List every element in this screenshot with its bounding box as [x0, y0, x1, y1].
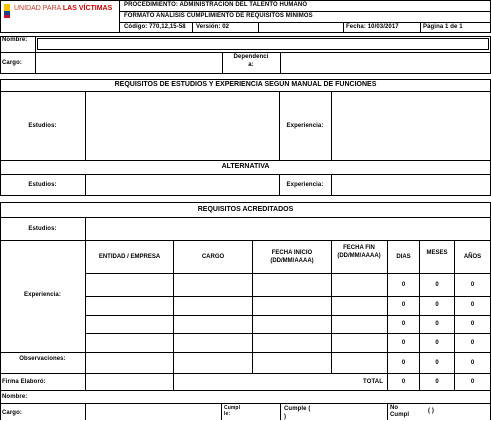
entidad-cell[interactable] [86, 297, 173, 315]
section-requisitos-acreditados-title: REQUISITOS ACREDITADOS [197, 206, 294, 213]
fecha-fin-cell[interactable] [332, 274, 387, 295]
bottom-cargo-field[interactable] [86, 404, 221, 420]
entidad-cell[interactable] [86, 274, 173, 295]
col-fecha-inicio-header: FECHA INICIO (DD/MM/AAAA) [270, 250, 314, 264]
cargo-cell[interactable] [174, 274, 252, 295]
fecha-inicio-cell[interactable] [253, 316, 331, 333]
anos-value: 0 [470, 302, 475, 308]
procedimiento-text: PROCEDIMIENTO: ADMINISTRACIÓN DEL TALENTO HUMANO [124, 2, 308, 8]
acreditados-experiencia-label: Experiencia: [24, 292, 61, 298]
cumple-label: Cumpl le: [224, 405, 241, 417]
entidad-cell[interactable] [86, 334, 173, 352]
nombre-field[interactable] [37, 38, 489, 50]
anos-value: 0 [470, 282, 475, 288]
cargo-label: Cargo: [2, 60, 22, 66]
dias-value: 0 [401, 302, 406, 308]
fecha-text: Fecha: 10/03/2017 [346, 24, 399, 30]
firma-elaboro-label: Firma Elaboró: [2, 379, 46, 385]
anos-value: 0 [470, 360, 475, 366]
dias-value: 0 [401, 340, 406, 346]
acreditados-estudios-label: Estudios: [28, 226, 57, 232]
no-cumple-checkbox[interactable]: ( ) [428, 408, 434, 414]
nombre-label: Nombre: [2, 37, 28, 43]
dias-value: 0 [401, 282, 406, 288]
col-anos-header: AÑOS [463, 254, 482, 260]
meses-value: 0 [435, 282, 439, 288]
observaciones-field[interactable] [86, 353, 387, 373]
fecha-fin-cell[interactable] [332, 316, 387, 333]
total-dias-value: 0 [401, 379, 406, 385]
anos-value: 0 [470, 340, 475, 346]
fecha-inicio-cell[interactable] [253, 334, 331, 352]
firma-elaboro-field[interactable] [86, 374, 173, 391]
meses-value: 0 [435, 321, 439, 327]
colombia-flag-icon [4, 4, 10, 18]
total-anos-value: 0 [470, 379, 475, 385]
dias-value: 0 [401, 360, 406, 366]
meses-value: 0 [435, 302, 439, 308]
formato-title: FORMATO ANÁLISIS CUMPLIMIENTO DE REQUISITOS MÍNIMOS [124, 13, 313, 19]
experiencia-label: Experiencia: [286, 123, 324, 129]
cumple-checkbox[interactable]: Cumple ( ) [284, 406, 311, 420]
codigo-text: Código: 770,12,15-58 [124, 24, 186, 30]
dias-value: 0 [401, 321, 406, 327]
dependencia-field[interactable] [281, 53, 490, 73]
fecha-inicio-cell[interactable] [253, 274, 331, 295]
cargo-field[interactable] [36, 53, 222, 73]
bottom-nombre-field[interactable] [86, 392, 490, 403]
col-cargo-header: CARGO [201, 254, 225, 260]
alternativa-estudios-label: Estudios: [28, 182, 57, 188]
alternativa-experiencia-field[interactable] [332, 175, 490, 194]
cargo-cell[interactable] [174, 316, 252, 333]
meses-value: 0 [435, 360, 439, 366]
no-cumple-label: No Cumpl [390, 405, 410, 418]
estudios-label: Estudios: [28, 123, 57, 129]
pagina-text: Página 1 de 1 [423, 24, 463, 30]
col-meses-header: MESES [426, 250, 448, 256]
experiencia-field[interactable] [332, 92, 490, 160]
col-dias-header: DIAS [396, 254, 411, 260]
alternativa-experiencia-label: Experiencia: [286, 182, 324, 188]
total-label: TOTAL [363, 379, 383, 385]
col-entidad-header: ENTIDAD / EMPRESA [98, 254, 161, 260]
total-meses-value: 0 [435, 379, 439, 385]
col-fecha-fin-header: FECHA FIN (DD/MM/AAAA) [337, 245, 381, 259]
section-requisitos-manual-title: REQUISITOS DE ESTUDIOS Y EXPERIENCIA SEGÚN MANUAL DE FUNCIONES [114, 81, 377, 88]
dependencia-label: Dependenci a: [233, 54, 269, 68]
entidad-cell[interactable] [86, 316, 173, 333]
cargo-cell[interactable] [174, 334, 252, 352]
fecha-inicio-cell[interactable] [253, 297, 331, 315]
fecha-fin-cell[interactable] [332, 297, 387, 315]
bottom-nombre-label: Nombre: [2, 394, 28, 400]
observaciones-label: Observaciones: [19, 356, 66, 362]
acreditados-estudios-field[interactable] [86, 218, 490, 239]
estudios-field[interactable] [86, 92, 279, 160]
cargo-cell[interactable] [174, 297, 252, 315]
alternativa-estudios-field[interactable] [86, 175, 279, 194]
logo: UNIDAD PARA LAS VÍCTIMAS [4, 2, 118, 20]
bottom-cargo-label: Cargo: [2, 410, 22, 416]
section-alternativa-title: ALTERNATIVA [221, 163, 270, 170]
fecha-fin-cell[interactable] [332, 334, 387, 352]
anos-value: 0 [470, 321, 475, 327]
meses-value: 0 [435, 340, 439, 346]
version-text: Versión: 02 [196, 24, 230, 30]
